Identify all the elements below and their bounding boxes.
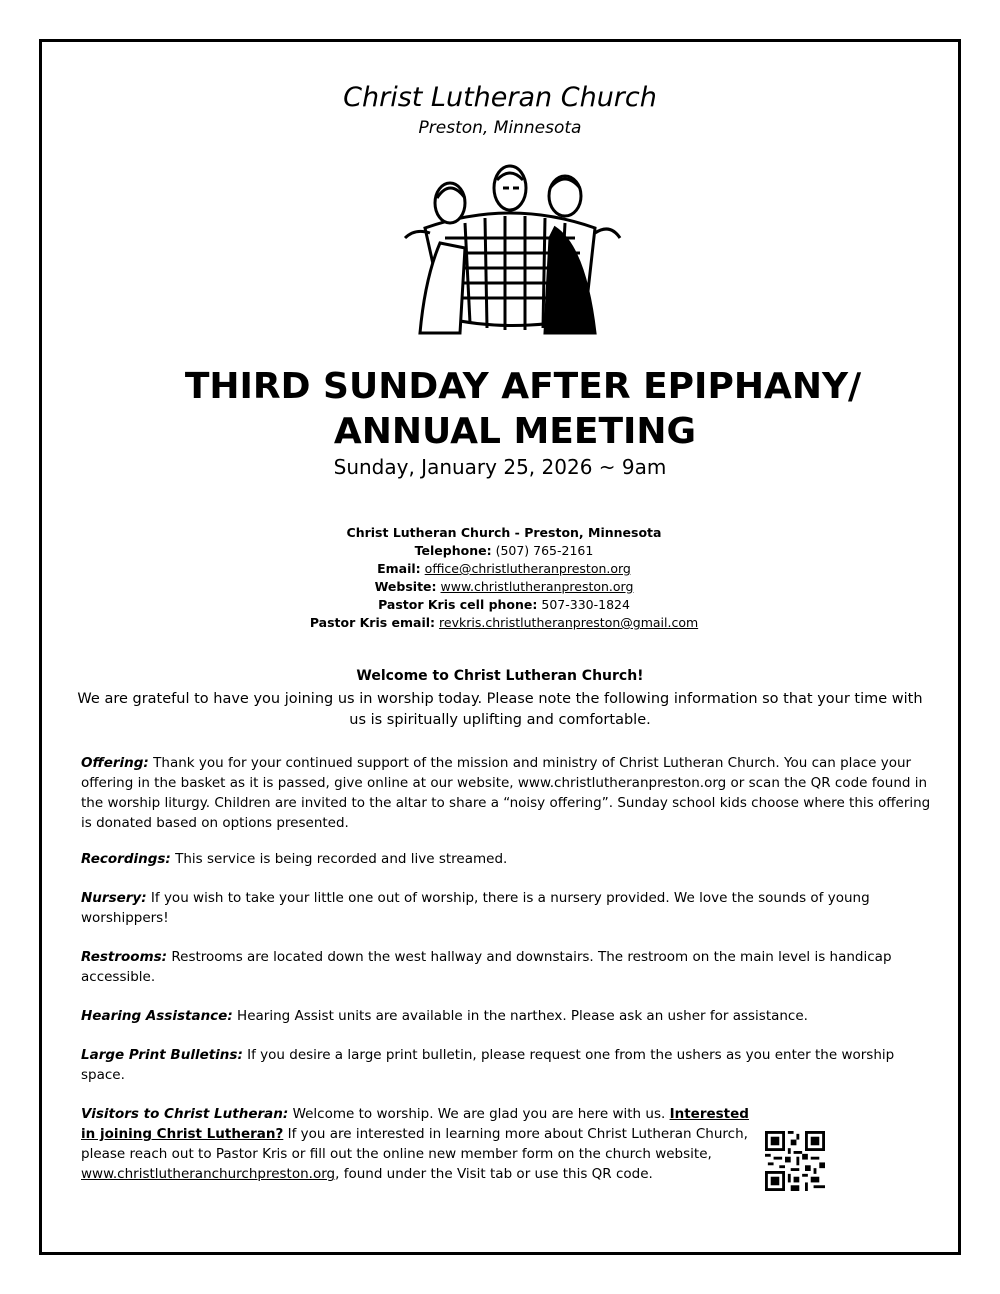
restrooms-label: Restrooms: [81,949,168,965]
visitors-intro: Welcome to worship. We are glad you are here with us. [292,1106,666,1122]
church-website-link[interactable]: www.christlutheranchurchpreston.org [81,1166,336,1182]
contact-heading: Christ Lutheran Church - Preston, Minnesota [346,525,662,540]
contact-pastor-email: Pastor Kris email: revkris.christlutheranpreston@gmail.com [309,615,699,630]
contact-pastor-phone: Pastor Kris cell phone: 507-330-1824 [378,597,630,612]
offering-section [81,753,936,833]
contact-website: Website: www.christlutheranpreston.org [374,579,634,594]
contact-email: Email: office@christlutheranpreston.org [377,561,631,576]
recordings-label: Recordings: [81,851,171,867]
service-title-line1: THIRD SUNDAY AFTER EPIPHANY/ [184,366,862,407]
recordings-section [81,849,936,869]
restrooms-text: Restrooms are located down the west hallway and downstairs. The restroom on the main level is handicap accessible. [81,949,892,985]
visitors-tail: , found under the Visit tab or use this QR code. [335,1166,653,1182]
nursery-text: If you wish to take your little one out of worship, there is a nursery provided. We love the sounds of young worshippers! [81,890,870,926]
website-link[interactable]: www.christlutheranpreston.org [440,579,634,594]
hearing-section [81,1006,936,1026]
offering-label: Offering: [81,755,149,771]
church-location: Preston, Minnesota [418,118,582,138]
offering-text: Thank you for your continued support of the mission and ministry of Christ Lutheran Church. You can place your offering in the basket as it is passed, give online at our website, www.christlutheranpreston.org or scan the QR code found in the worship liturgy. Children are invited to the altar to share a “noisy offering”. Sunday school kids choose where this offering is donated based on options presented. [81,755,931,831]
join-link[interactable]: Interested in joining Christ Lutheran? [81,1106,749,1142]
email-link[interactable]: office@christlutheranpreston.org [424,561,631,576]
contact-telephone: Telephone: (507) 765-2161 [414,543,594,558]
large-print-text: If you desire a large print bulletin, please request one from the ushers as you enter the worship space. [81,1047,895,1083]
church-name: Christ Lutheran Church [343,82,657,113]
visitors-section [81,1104,751,1184]
hearing-label: Hearing Assistance: [81,1008,233,1024]
restrooms-section [81,947,936,987]
disciples-net-illustration [385,158,635,338]
qr-code-icon[interactable] [765,1131,825,1191]
welcome-text: We are grateful to have you joining us in worship today. Please note the following information so that your time with us is spiritually uplifting and comfortable. [77,691,923,728]
nursery-section [81,888,936,928]
service-title-line2: ANNUAL MEETING [333,411,697,452]
service-date: Sunday, January 25, 2026 ~ 9am [333,455,667,479]
large-print-section [81,1045,936,1085]
visitors-label: Visitors to Christ Lutheran: [81,1106,289,1122]
large-print-label: Large Print Bulletins: [81,1047,243,1063]
recordings-text: This service is being recorded and live streamed. [175,851,508,867]
hearing-text: Hearing Assist units are available in the narthex. Please ask an usher for assistance. [237,1008,808,1024]
visitors-text: If you are interested in learning more about Christ Lutheran Church, please reach out to Pastor Kris or fill out the online new member form on the church website, [81,1126,748,1162]
nursery-label: Nursery: [81,890,147,906]
pastor-email-link[interactable]: revkris.christlutheranpreston@gmail.com [439,615,699,630]
welcome-heading: Welcome to Christ Lutheran Church! [356,668,644,684]
